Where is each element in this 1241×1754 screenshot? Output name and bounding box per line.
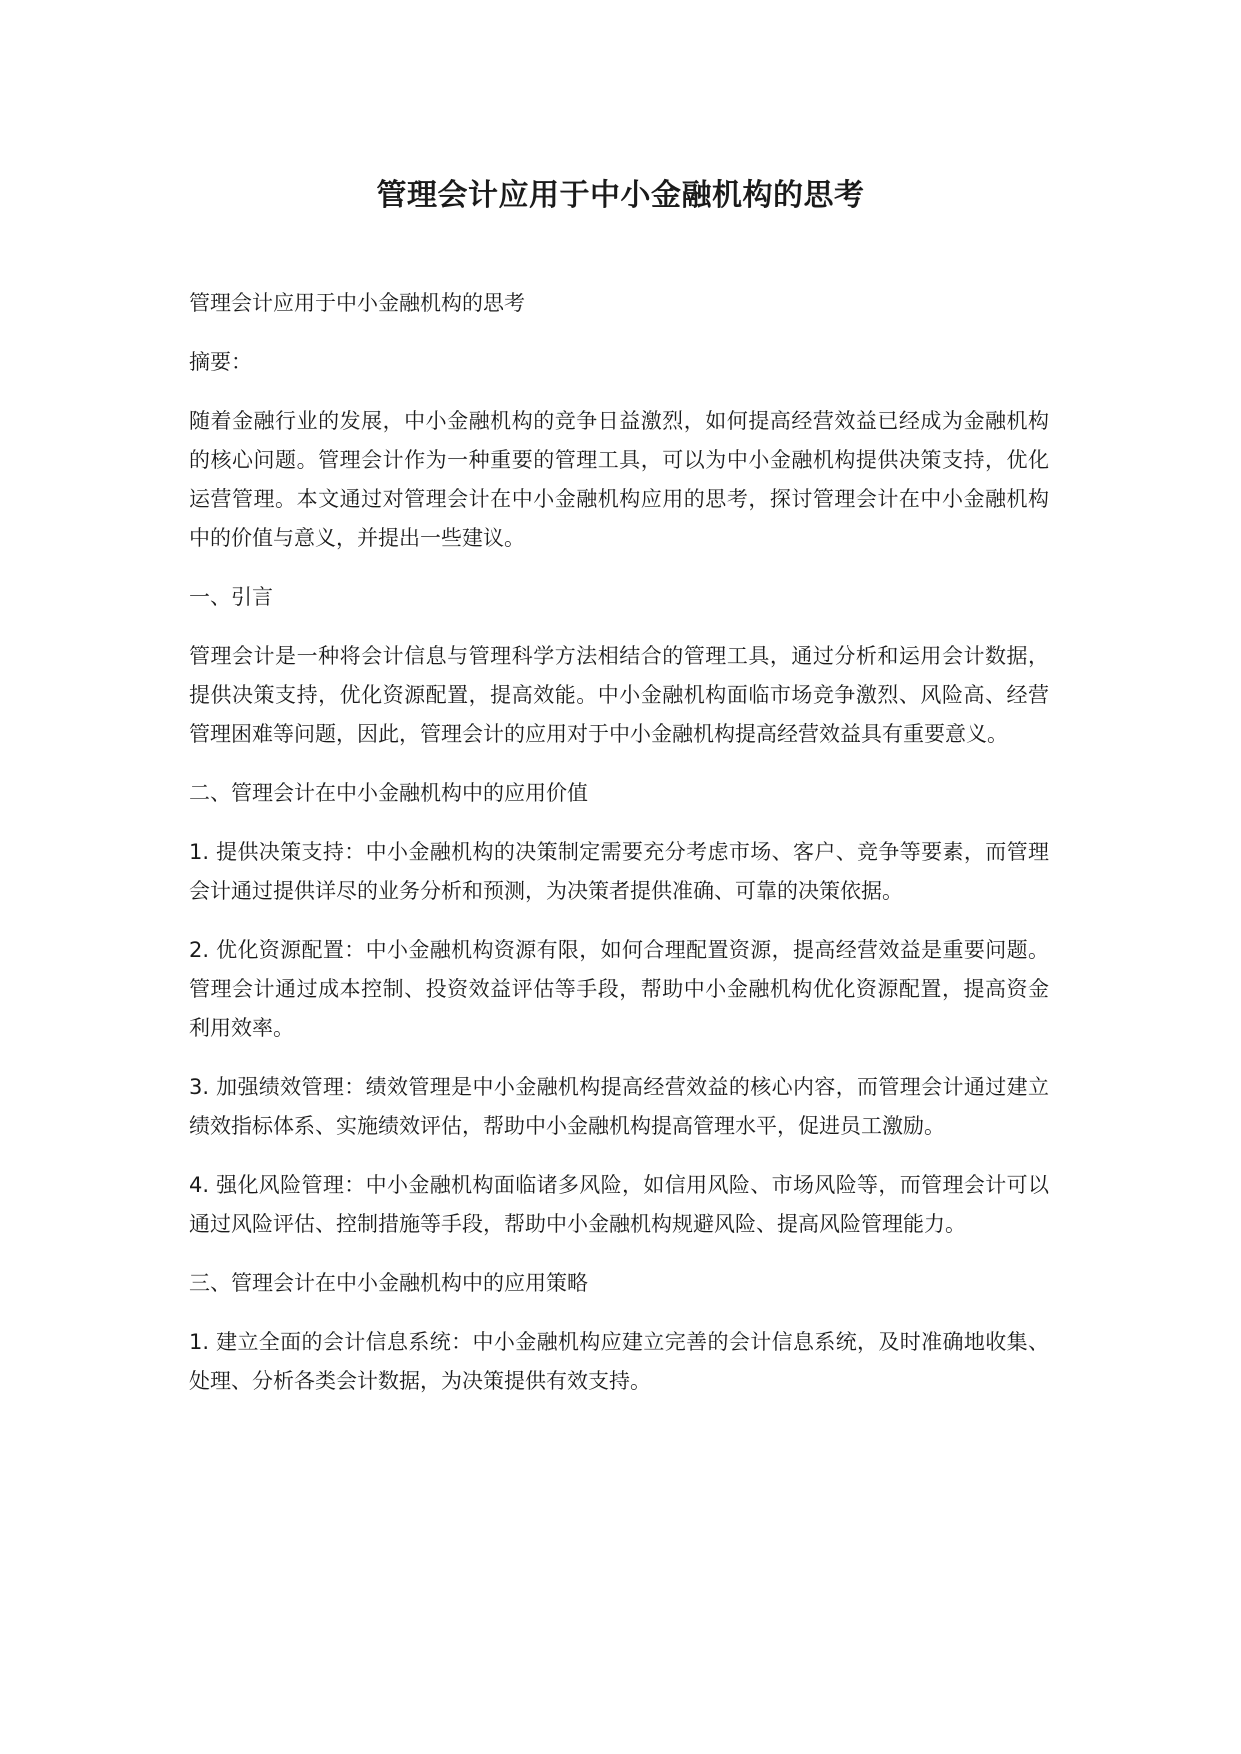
document-title: 管理会计应用于中小金融机构的思考: [376, 178, 865, 213]
list-item-resource-allocation: 2. 优化资源配置：中小金融机构资源有限，如何合理配置资源，提高经营效益是重要问题。管理会计通过成本控制、投资效益评估等手段，帮助中小金融机构优化资源配置，提高资金利用效率。: [189, 938, 1049, 1040]
section-heading-introduction: 一、引言: [189, 585, 273, 609]
list-item-risk-management: 4. 强化风险管理：中小金融机构面临诸多风险，如信用风险、市场风险等，而管理会计可以通过风险评估、控制措施等手段，帮助中小金融机构规避风险、提高风险管理能力。: [189, 1173, 1049, 1236]
introduction-paragraph: 管理会计是一种将会计信息与管理科学方法相结合的管理工具，通过分析和运用会计数据，提供决策支持，优化资源配置，提高效能。中小金融机构面临市场竞争激烈、风险高、经营管理困难等问题，因此，管理会计的应用对于中小金融机构提高经营效益具有重要意义。: [189, 644, 1049, 746]
section-heading-application-strategy: 三、管理会计在中小金融机构中的应用策略: [189, 1271, 588, 1295]
abstract-heading: 摘要：: [189, 350, 252, 374]
list-item-performance-management: 3. 加强绩效管理：绩效管理是中小金融机构提高经营效益的核心内容，而管理会计通过建立绩效指标体系、实施绩效评估，帮助中小金融机构提高管理水平，促进员工激励。: [189, 1075, 1049, 1138]
document-body: [189, 284, 1049, 1421]
section-heading-application-value: 二、管理会计在中小金融机构中的应用价值: [189, 781, 588, 805]
abstract-paragraph: 随着金融行业的发展，中小金融机构的竞争日益激烈，如何提高经营效益已经成为金融机构的核心问题。管理会计作为一种重要的管理工具，可以为中小金融机构提供决策支持，优化运营管理。本文通过对管理会计在中小金融机构应用的思考，探讨管理会计在中小金融机构中的价值与意义，并提出一些建议。: [189, 409, 1049, 550]
subtitle-paragraph: 管理会计应用于中小金融机构的思考: [189, 291, 525, 315]
list-item-decision-support: 1. 提供决策支持：中小金融机构的决策制定需要充分考虑市场、客户、竞争等要素，而管理会计通过提供详尽的业务分析和预测，为决策者提供准确、可靠的决策依据。: [189, 840, 1049, 903]
list-item-information-system: 1. 建立全面的会计信息系统：中小金融机构应建立完善的会计信息系统，及时准确地收集、处理、分析各类会计数据，为决策提供有效支持。: [189, 1330, 1049, 1393]
